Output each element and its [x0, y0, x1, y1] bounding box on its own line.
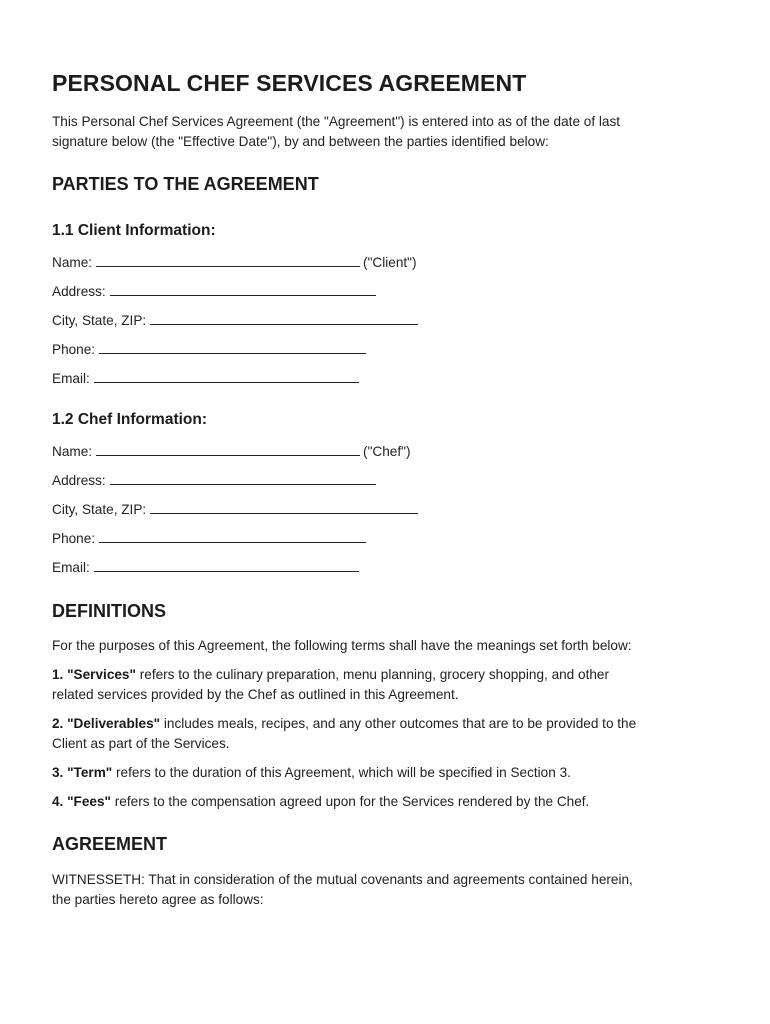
definition-term: 1. "Services" [52, 667, 136, 682]
chef-city-field[interactable] [150, 501, 418, 514]
client-name-field[interactable] [96, 254, 360, 267]
chef-name-row [52, 443, 410, 461]
chef-email-field[interactable] [94, 559, 359, 572]
definition-term: 4. "Fees" [52, 794, 111, 809]
client-address-row [52, 283, 379, 301]
chef-phone-field[interactable] [99, 530, 366, 543]
chef-name-suffix: ("Chef") [363, 444, 411, 459]
chef-address-field[interactable] [110, 472, 376, 485]
client-email-field[interactable] [94, 370, 359, 383]
definition-text-line-2: Client as part of the Services. [52, 736, 230, 751]
chef-phone-label: Phone: [52, 531, 96, 546]
chef-name-field[interactable] [96, 443, 360, 456]
client-name-label: Name: [52, 255, 93, 270]
chef-address-row [52, 472, 379, 490]
agreement-line-2: the parties hereto agree as follows: [52, 892, 264, 907]
client-email-label: Email: [52, 371, 90, 386]
client-name-row [52, 254, 417, 272]
agreement-paragraph [52, 870, 722, 910]
definition-text-line-2: related services provided by the Chef as outlined in this Agreement. [52, 687, 459, 702]
definition-item [52, 792, 722, 812]
intro-line-1: This Personal Chef Services Agreement (the "Agreement") is entered into as of the date of last [52, 114, 621, 129]
intro-line-2: signature below (the "Effective Date"), by and between the parties identified below: [52, 134, 549, 149]
definition-item [52, 763, 722, 783]
definition-text-line-1: refers to the culinary preparation, menu planning, grocery shopping, and other [139, 667, 610, 682]
chef-email-label: Email: [52, 560, 90, 575]
definitions-heading: DEFINITIONS [52, 601, 167, 621]
chef-phone-row [52, 530, 369, 548]
chef-city-row [52, 501, 421, 519]
chef-info-heading: 1.2 Chef Information: [52, 411, 208, 428]
client-phone-label: Phone: [52, 342, 96, 357]
agreement-line-1: WITNESSETH: That in consideration of the mutual covenants and agreements contained herein, [52, 872, 633, 887]
definitions-intro: For the purposes of this Agreement, the following terms shall have the meanings set forth below: [52, 638, 632, 653]
client-city-row [52, 312, 421, 330]
client-info-heading: 1.1 Client Information: [52, 222, 216, 239]
chef-email-row [52, 559, 362, 577]
definition-item [52, 714, 722, 754]
agreement-heading: AGREEMENT [52, 834, 168, 854]
client-city-field[interactable] [150, 312, 418, 325]
client-phone-row [52, 341, 369, 359]
definition-term: 2. "Deliverables" [52, 716, 161, 731]
client-city-label: City, State, ZIP: [52, 313, 147, 328]
chef-name-label: Name: [52, 444, 93, 459]
definition-text-line-1: refers to the compensation agreed upon for the Services rendered by the Chef. [114, 794, 590, 809]
client-address-field[interactable] [110, 283, 376, 296]
client-email-row [52, 370, 362, 388]
client-name-suffix: ("Client") [363, 255, 417, 270]
document-title: PERSONAL CHEF SERVICES AGREEMENT [52, 70, 527, 96]
definition-text-line-1: includes meals, recipes, and any other outcomes that are to be provided to the [163, 716, 637, 731]
definition-item [52, 665, 722, 705]
chef-city-label: City, State, ZIP: [52, 502, 147, 517]
definition-term: 3. "Term" [52, 765, 113, 780]
chef-address-label: Address: [52, 473, 106, 488]
definition-text-line-1: refers to the duration of this Agreement, which will be specified in Section 3. [116, 765, 571, 780]
client-address-label: Address: [52, 284, 106, 299]
client-phone-field[interactable] [99, 341, 366, 354]
intro-paragraph [52, 112, 722, 152]
parties-heading: PARTIES TO THE AGREEMENT [52, 174, 319, 194]
